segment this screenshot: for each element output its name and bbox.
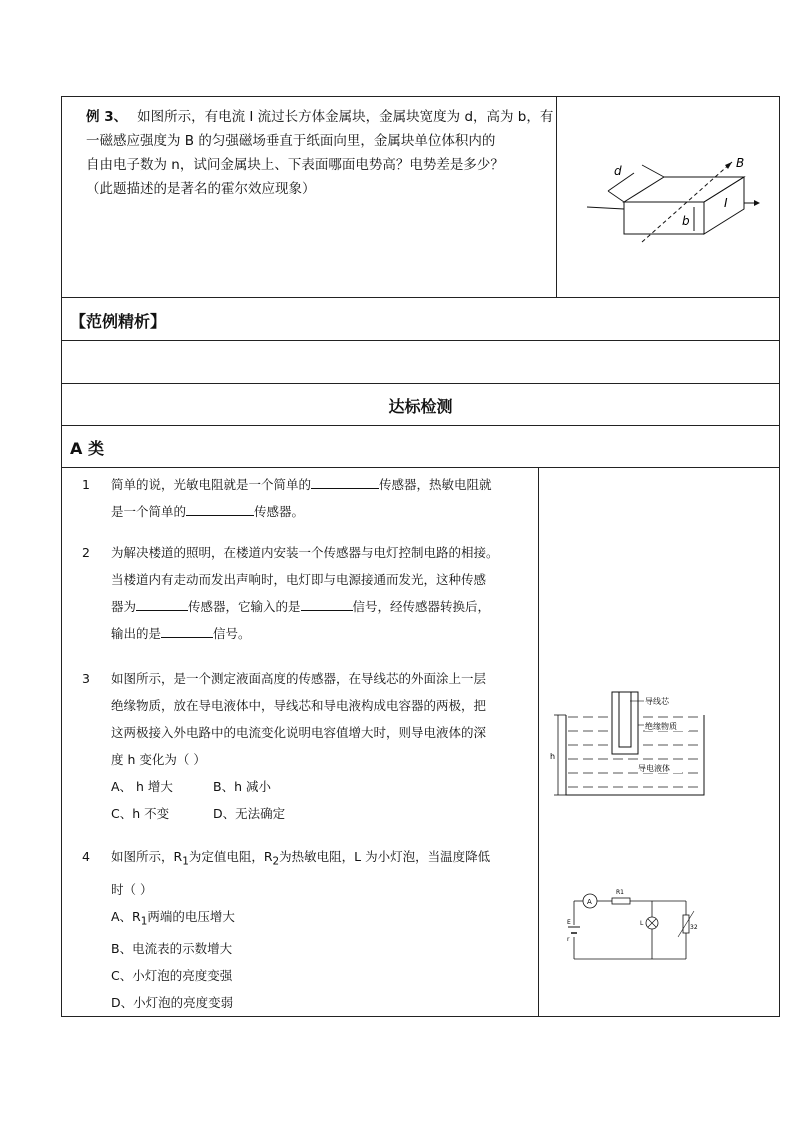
liquid-level-figure: [552, 687, 732, 802]
example-label: 例 3、: [86, 109, 128, 125]
hall-effect-figure: [582, 147, 762, 247]
option-c[interactable]: C、h 不变: [111, 806, 170, 821]
label-ammeter: A: [587, 898, 592, 906]
question-3: 3 如图所示，是一个测定液面高度的传感器，在导线芯的外面涂上一层 绝缘物质，放在导电液体中，导线芯和导电液构成电容器的两极，把 这两极接入外电路中的电流变化说明电容值增大时，则导电液体的深 度 h 变化为（ ） A、 h 增大 B、h 减小 C、h 不变 D、无法确定: [82, 665, 532, 827]
section-a-title: A 类: [70, 439, 104, 458]
option-a[interactable]: A、$R_1$两端的电压增大: [111, 908, 235, 927]
question-4: 4 如图所示，$R_1$为定值电阻，$R_2$为热敏电阻，L 为小灯泡，当温度降低 时（ ） A、$R_1$两端的电压增大 B、电流表的示数增大 C、小灯泡的亮度变强 D、小灯泡的亮度变弱: [82, 843, 532, 1016]
column-divider: [538, 467, 539, 1017]
row-divider: [62, 425, 779, 426]
example-3-text: 例 3、 如图所示，有电流 I 流过长方体金属块，金属块宽度为 d，高为 b，有 一磁感应强度为 B 的匀强磁场垂直于纸面向里，金属块单位体积内的 自由电子数为 n，试问金属块上、下表面哪面电势高？电势差是多少？ （此题描述的是著名的霍尔效应现象）: [86, 109, 554, 197]
question-2: 2 为解决楼道的照明，在楼道内安装一个传感器与电灯控制电路的相接。 当楼道内有走动而发出声响时，电灯即与电源接通而发光，这种传感 器为 传感器，它输入的是 信号，经传感器转换后， 输出的是 信号。: [82, 539, 532, 647]
option-c[interactable]: C、小灯泡的亮度变强: [111, 968, 233, 983]
section-analysis-title: 【范例精析】: [70, 312, 167, 331]
label-liquid: 导电液体: [638, 764, 670, 773]
answer-blank[interactable]: [161, 623, 213, 638]
column-divider: [556, 97, 557, 297]
label-core: 导线芯: [645, 697, 669, 706]
answer-blank[interactable]: [301, 596, 353, 611]
option-d[interactable]: D、无法确定: [213, 806, 286, 821]
label-r1: R1: [616, 889, 624, 896]
label-h: h: [550, 752, 556, 761]
label-b: b: [682, 214, 690, 228]
label-I: I: [724, 196, 728, 210]
circuit-figure: [562, 877, 702, 967]
section-test-title: 达标检测: [388, 397, 453, 416]
row-divider: [62, 383, 779, 384]
answer-blank[interactable]: [311, 474, 379, 489]
question-1: 1 简单的说，光敏电阻就是一个简单的 传感器，热敏电阻就 是一个简单的 传感器。: [82, 471, 532, 525]
label-e: E: [567, 919, 571, 926]
answer-blank[interactable]: [136, 596, 188, 611]
worksheet-table: [61, 96, 780, 1017]
option-b[interactable]: B、h 减小: [213, 779, 271, 794]
question-number: 3: [82, 671, 90, 686]
row-divider: [62, 297, 779, 298]
label-insulation: 绝缘物质: [645, 722, 677, 731]
label-l: L: [640, 920, 644, 927]
question-number: 4: [82, 849, 90, 864]
label-d: d: [614, 164, 622, 178]
row-divider: [62, 467, 779, 468]
option-d[interactable]: D、小灯泡的亮度变弱: [111, 995, 234, 1010]
label-r2: 32: [690, 924, 698, 931]
answer-blank[interactable]: [186, 501, 254, 516]
option-b[interactable]: B、电流表的示数增大: [111, 941, 233, 956]
question-number: 2: [82, 545, 90, 560]
label-r: r: [567, 936, 570, 943]
label-B: B: [736, 156, 745, 170]
row-divider: [62, 340, 779, 341]
question-number: 1: [82, 477, 90, 492]
option-a[interactable]: A、 h 增大: [111, 779, 173, 794]
